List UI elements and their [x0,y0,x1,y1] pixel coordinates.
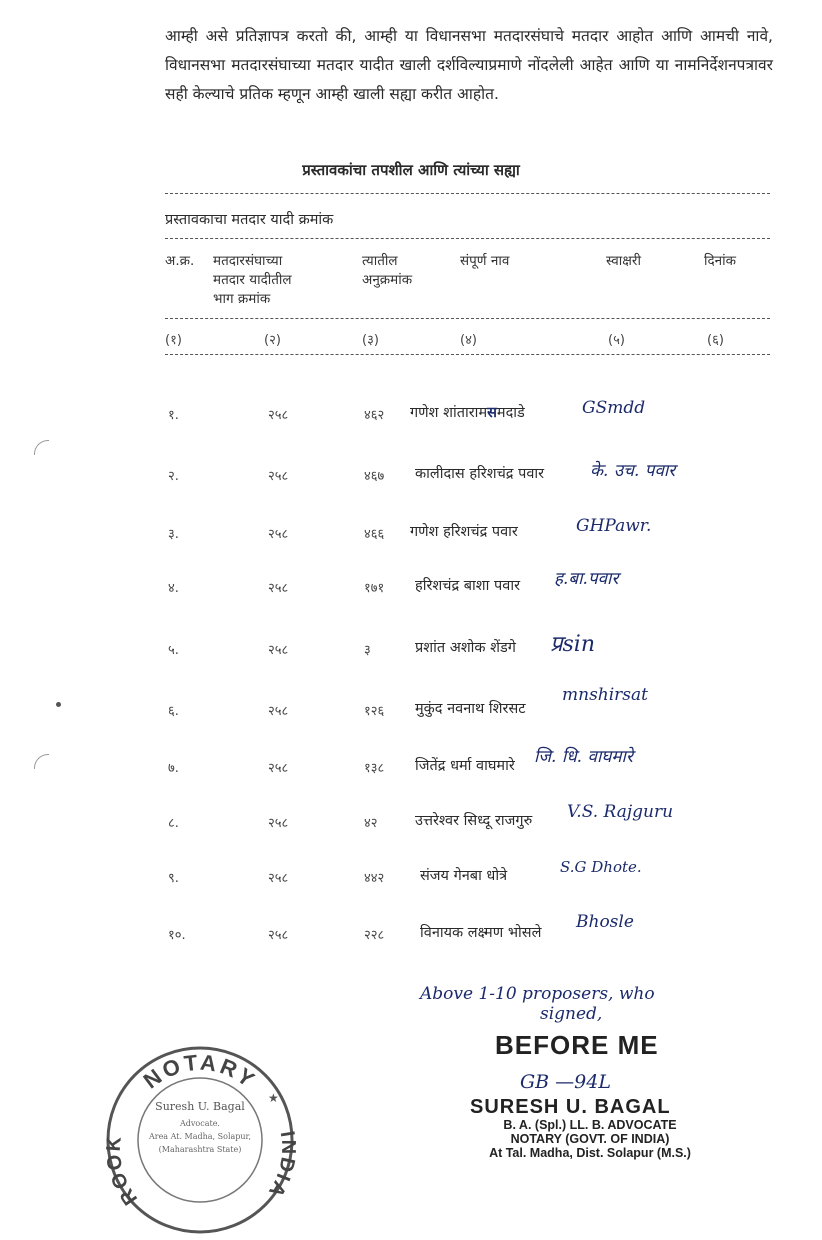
seal-left-text: ROOK [102,1133,143,1209]
row-sr: ५. [168,643,179,658]
row-name: जितेंद्र धर्मा वाघमारे [415,758,515,774]
row-part: २५८ [268,928,289,943]
handwritten-note-line: Above 1-10 proposers, who [420,984,655,1004]
col-header-part-line: मतदार यादीतील [213,272,292,288]
col-header-name: संपूर्ण नाव [460,253,510,269]
before-me-heading: BEFORE ME [495,1030,659,1060]
row-signature: GSmdd [582,398,646,418]
row-signature: ह.बा.पवार [554,569,619,589]
handwritten-note [420,984,655,1024]
row-serial: १३८ [364,761,385,776]
row-sr: ९. [168,871,179,886]
row-serial: १२६ [364,704,385,719]
row-name: विनायक लक्ष्मण भोसले [420,925,542,941]
seal-star-icon: ★ [268,1091,279,1105]
row-part: २५८ [268,704,289,719]
row-signature: प्रsin [550,632,596,657]
row-serial: २२८ [364,928,385,943]
row-sr: ३. [168,527,179,542]
col-header-part-line: मतदारसंघाच्या [213,253,283,269]
row-sr: १०. [168,928,186,943]
row-name: प्रशांत अशोक शेंडगे [415,640,516,656]
row-signature: mnshirsat [562,685,648,705]
notary-seal [100,1040,300,1240]
seal-top-text: NOTARY [138,1049,262,1094]
col-number: (२) [264,333,281,348]
divider [165,318,770,319]
col-number: (३) [362,333,379,348]
row-name: कालीदास हरिशचंद्र पवार [415,466,545,482]
row-name-overwrite: स [487,405,497,421]
row-part: २५८ [268,527,289,542]
row-signature: GHPawr. [576,516,652,536]
seal-line: (Maharashtra State) [158,1145,242,1154]
row-sr: ४. [168,581,179,596]
col-header-part-line: भाग क्रमांक [213,291,271,307]
row-sr: ७. [168,761,179,776]
scan-margin-mark [34,440,49,455]
row-name-text: गणेश शांताराम [410,405,488,421]
row-serial: १७१ [364,581,385,596]
row-serial: ४२ [364,816,378,831]
proposer-roll-subtitle: प्रस्तावकाचा मतदार यादी क्रमांक [165,212,334,228]
row-name: गणेश हरिशचंद्र पवार [410,524,518,540]
section-title: प्रस्तावकांचा तपशील आणि त्यांच्या सह्या [302,161,520,179]
seal-line: Advocate. [180,1119,220,1128]
row-part: २५८ [268,761,289,776]
scan-dot [56,702,61,707]
notary-title: NOTARY (GOVT. OF INDIA) [510,1132,670,1146]
col-header-part [213,252,292,309]
row-part: २५८ [268,408,289,423]
col-header-serial-line: त्यातील [362,253,398,269]
row-sr: २. [168,469,179,484]
row-part: २५८ [268,643,289,658]
col-number: (५) [608,333,625,348]
row-sr: ८. [168,816,179,831]
scan-margin-mark [34,754,49,769]
row-name: उत्तरेश्वर सिध्दू राजगुरु [415,813,533,829]
svg-text:ROOK [103,1134,142,1209]
col-header-sr: अ.क्र. [165,253,195,269]
col-number: (४) [460,333,477,348]
row-part: २५८ [268,816,289,831]
row-part: २५८ [268,469,289,484]
row-name-text: मदाडे [496,405,525,421]
col-number: (६) [707,333,724,348]
row-sr: ६. [168,704,179,719]
row-serial: ४६६ [364,527,385,542]
notary-name: SURESH U. BAGAL [470,1096,671,1118]
row-signature: V.S. Rajguru [567,802,674,822]
col-header-serial-line: अनुक्रमांक [362,272,413,288]
divider [165,193,770,194]
seal-right-text: INDIA [263,1129,300,1203]
row-signature: जि. धि. वाघमारे [534,747,633,767]
row-serial: ४४२ [364,871,385,886]
divider [165,354,770,355]
notary-address: At Tal. Madha, Dist. Solapur (M.S.) [489,1146,691,1160]
row-serial: ४६७ [364,469,385,484]
declaration-paragraph: आम्ही असे प्रतिज्ञापत्र करतो की, आम्ही या विधानसभा मतदारसंघाचे मतदार आहोत आणि आमची नावे, विधानसभा मतदारसंघाच्या मतदार यादीत खाली दर्शविल्याप्रमाणे नोंदलेली आहेत आणि या नामनिर्देशनपत्रावर सही केल्याचे प्रतिक म्हणून आम्ही खाली सह्या करीत आहोत. [165,27,773,103]
col-number: (१) [165,333,182,348]
row-name: मुकुंद नवनाथ शिरसट [415,701,526,717]
row-signature: S.G Dhote. [560,858,642,876]
row-serial: ३ [364,643,371,658]
col-header-serial [362,252,412,290]
svg-text:NOTARY [139,1050,262,1094]
row-part: २५८ [268,581,289,596]
row-signature: Bhosle [576,912,634,932]
row-name: संजय गेनबा धोत्रे [420,868,508,884]
row-serial: ४६२ [364,408,385,423]
row-name: हरिशचंद्र बाशा पवार [415,578,521,594]
svg-text:INDIA [263,1130,299,1203]
notary-signature: GB —94L [520,1071,611,1093]
seal-line: Area At. Madha, Solapur, [148,1132,252,1141]
row-name [410,402,525,422]
col-header-signature: स्वाक्षरी [606,253,641,269]
row-sr: १. [168,408,179,423]
handwritten-note-line: signed, [540,1004,603,1024]
seal-name: Suresh U. Bagal [155,1100,245,1113]
row-signature: के. उच. पवार [590,461,676,481]
notary-qualification: B. A. (Spl.) LL. B. ADVOCATE [503,1118,677,1132]
col-header-date: दिनांक [704,253,737,269]
row-part: २५८ [268,871,289,886]
divider [165,238,770,239]
